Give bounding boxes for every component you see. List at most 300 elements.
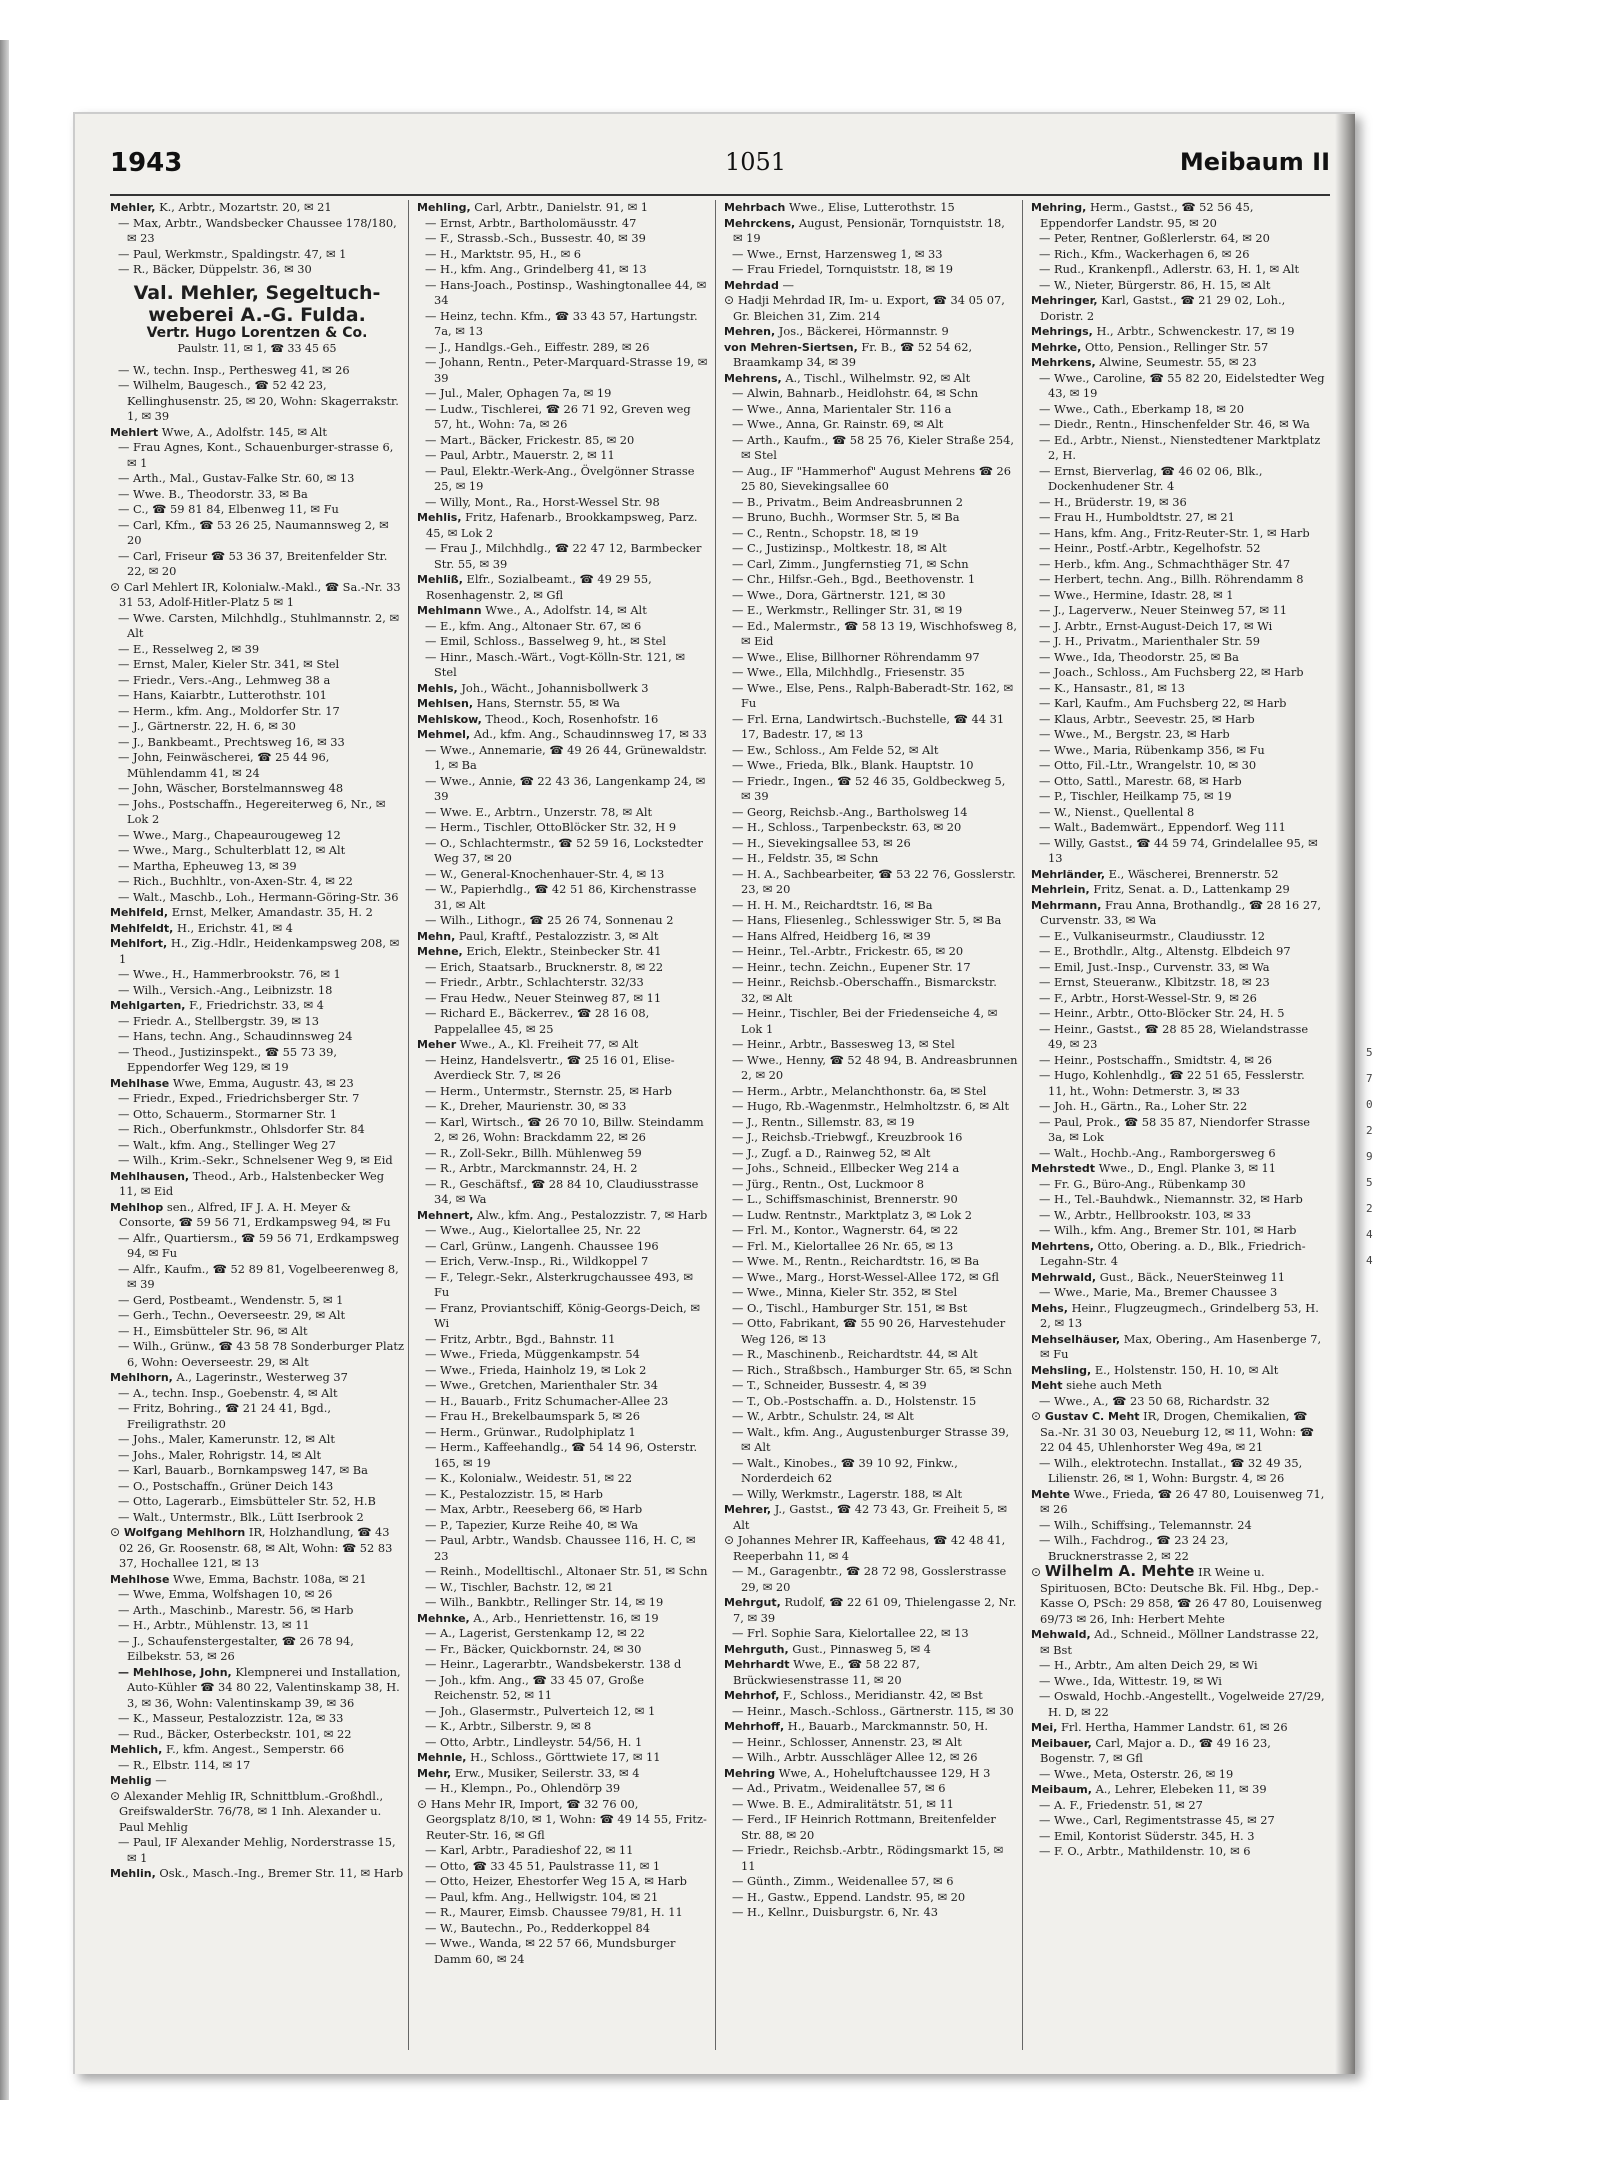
- entry-text: — Otto, Schauerm., Stormarner Str. 1: [118, 1106, 338, 1121]
- entry-text: — Heinr., Lagerarbtr., Wandsbekerstr. 138 d: [425, 1657, 682, 1671]
- entry-text: — Wwe., Annemarie, ☎ 49 26 44, Grünewaldstr. 1, ✉ Ba: [425, 742, 707, 772]
- entry-text: — Wwe., Gretchen, Marienthaler Str. 34: [425, 1378, 659, 1392]
- entry-text: Carl Mehlert IR, Kolonialw.-Makl., ☎ Sa.-Nr. 33 31 53, Adolf-Hitler-Platz 5 ✉ 1: [119, 579, 401, 609]
- entry-text: — Heinr., Reichsb.-Oberschaffn., Bismarckstr. 32, ✉ Alt: [732, 975, 997, 1005]
- entry-text: Wwe, A., Hoheluftchaussee 129, H 3: [778, 1765, 991, 1780]
- directory-entry: [417, 1533, 711, 1564]
- directory-entry: [110, 704, 404, 720]
- entry-text: — Paul, Prok., ☎ 58 35 87, Niendorfer Strasse 3a, ✉ Lok: [1039, 1114, 1311, 1144]
- directory-entry: [417, 960, 711, 976]
- entry-text: — Ernst, Bierverlag, ☎ 46 02 06, Blk., Dockenhudener Str. 4: [1039, 463, 1263, 493]
- entry-text: — Wilh., Bankbtr., Rellinger Str. 14, ✉ 19: [425, 1595, 664, 1609]
- directory-entry: [1031, 402, 1326, 418]
- entry-text: — Otto, Lagerarb., Eimsbütteler Str. 52, H.B: [118, 1494, 376, 1508]
- directory-entry: [724, 975, 1018, 1006]
- directory-entry: [417, 619, 711, 635]
- entry-text: — Karl, Arbtr., Paradieshof 22, ✉ 11: [425, 1843, 634, 1857]
- directory-entry: [1031, 1177, 1326, 1193]
- entry-text: — R., Elbstr. 114, ✉ 17: [118, 1757, 251, 1772]
- entry-text: — Heinr., Arbtr., Otto-Blöcker Str. 24, H. 5: [1039, 1006, 1285, 1020]
- directory-entry: [417, 1394, 711, 1410]
- entry-text: — K., Masseur, Pestalozzistr. 12a, ✉ 33: [118, 1711, 344, 1725]
- entry-text: — Otto, Heizer, Ehestorfer Weg 15 A, ✉ Harb: [425, 1874, 687, 1888]
- directory-entry: [1031, 1456, 1326, 1487]
- entry-text: — Wilh., Krim.-Sekr., Schnelsener Weg 9, ✉ Eid: [118, 1153, 393, 1167]
- entry-text: — F., Arbtr., Horst-Wessel-Str. 9, ✉ 26: [1039, 990, 1257, 1005]
- entry-text: — Hans, Fliesenleg., Schlesswiger Str. 5, ✉ Ba: [732, 913, 1002, 927]
- entry-surname: Mehlin,: [110, 1867, 156, 1880]
- entry-text: H., Zig.-Hdlr., Heidenkampsweg 208, ✉ 1: [119, 936, 400, 966]
- entry-text: — Paul, Werkmstr., Spaldingstr. 47, ✉ 1: [118, 246, 347, 261]
- directory-entry: [417, 1921, 711, 1937]
- entry-text: — H., Arbtr., Mühlenstr. 13, ✉ 11: [118, 1618, 310, 1632]
- entry-text: — Wwe., Marg., Schulterblatt 12, ✉ Alt: [118, 843, 346, 857]
- directory-entry: [417, 1378, 711, 1394]
- directory-entry: [1031, 1363, 1326, 1379]
- entry-text: Jos., Bäckerei, Hörmannstr. 9: [778, 324, 949, 338]
- entry-text: — Herm., Arbtr., Melanchthonstr. 6a, ✉ Stel: [732, 1083, 987, 1098]
- entry-text: siehe auch Meth: [1066, 1378, 1162, 1392]
- entry-text: — Mart., Bäcker, Frickestr. 85, ✉ 20: [425, 432, 635, 447]
- entry-text: — Ludw., Tischlerei, ☎ 26 71 92, Greven weg 57, ht., Wohn: 7a, ✉ 26: [425, 401, 691, 431]
- entry-firm-name: Gustav C. Meht: [1044, 1410, 1140, 1423]
- directory-entry: [417, 1564, 711, 1580]
- directory-entry: [110, 905, 404, 921]
- entry-text: Johannes Mehrer IR, Kaffeehaus, ☎ 42 48 41, Reeperbahn 11, ✉ 4: [733, 1533, 1006, 1563]
- entry-text: — W., Tischler, Bachstr. 12, ✉ 21: [425, 1579, 614, 1594]
- directory-entry: [724, 417, 1018, 433]
- entry-text: — J., Schaufenstergestalter, ☎ 26 78 94, Eilbekstr. 53, ✉ 26: [118, 1633, 354, 1663]
- directory-entry: [1031, 1301, 1326, 1332]
- directory-entry: [110, 1510, 404, 1526]
- directory-entry: [110, 998, 404, 1014]
- directory-entry: [724, 572, 1018, 588]
- entry-text: Hadji Mehrdad IR, Im- u. Export, ☎ 34 05 07, Gr. Bleichen 31, Zim. 214: [733, 293, 1005, 323]
- entry-text: — Ernst, Arbtr., Bartholomäusstr. 47: [425, 215, 637, 230]
- entry-surname: Mehselhäuser,: [1031, 1332, 1121, 1346]
- directory-entry: [1031, 541, 1326, 557]
- directory-entry: [724, 1084, 1018, 1100]
- registered-firm-icon: ⊙: [724, 1533, 738, 1547]
- entry-text: — Herm., Untermstr., Sternstr. 25, ✉ Harb: [425, 1083, 672, 1098]
- entry-text: — Willy, Mont., Ra., Horst-Wessel Str. 98: [425, 494, 660, 509]
- directory-entry: [110, 936, 404, 967]
- entry-text: — Frau Hedw., Neuer Steinweg 87, ✉ 11: [425, 990, 662, 1005]
- entry-surname: Mehlig: [110, 1774, 152, 1787]
- directory-entry: [724, 1177, 1018, 1193]
- directory-entry: [724, 1006, 1018, 1037]
- directory-entry: [1031, 929, 1326, 945]
- entry-surname: Mehlhorn,: [110, 1371, 173, 1384]
- directory-entry: [417, 681, 711, 697]
- directory-entry: [110, 673, 404, 689]
- margin-mark: 0: [1366, 1098, 1373, 1111]
- entry-text: — Carl, Grünw., Langenh. Chaussee 196: [425, 1238, 659, 1253]
- directory-entry: [417, 634, 711, 650]
- entry-text: — H., Kellnr., Duisburgstr. 6, Nr. 43: [732, 1905, 938, 1919]
- directory-entry: [724, 712, 1018, 743]
- entry-text: — Fr. G., Büro-Ang., Rübenkamp 30: [1039, 1176, 1246, 1191]
- entry-surname: Mehwald,: [1031, 1628, 1091, 1641]
- entry-surname: Mehlmann: [417, 604, 482, 617]
- entry-text: — Wwe. Carsten, Milchhdlg., Stuhlmannstr. 2, ✉ Alt: [118, 610, 400, 640]
- entry-text: — Wwe., Henny, ☎ 52 48 94, B. Andreasbrunnen 2, ✉ 20: [732, 1052, 1018, 1082]
- entry-surname: Mei,: [1031, 1721, 1058, 1734]
- entry-surname: Mehler,: [110, 201, 156, 214]
- directory-entry: [417, 309, 711, 340]
- entry-text: Wwe., D., Engl. Planke 3, ✉ 11: [1098, 1161, 1277, 1175]
- entry-text: — H., Bauarb., Fritz Schumacher-Allee 23: [425, 1393, 669, 1408]
- directory-entry: [417, 355, 711, 386]
- directory-entry: [417, 650, 711, 681]
- entry-text: — T., Schneider, Bussestr. 4, ✉ 39: [732, 1378, 927, 1392]
- entry-surname: Mehringer,: [1031, 294, 1098, 307]
- entry-text: — Theod., Justizinspekt., ☎ 55 73 39, Eppendorfer Weg 129, ✉ 19: [118, 1044, 338, 1074]
- entry-text: — Frau H., Brekelbaumspark 5, ✉ 26: [425, 1409, 641, 1423]
- entry-text: Alwine, Seumestr. 55, ✉ 23: [1099, 355, 1257, 369]
- entry-text: — Chr., Hilfsr.-Geh., Bgd., Beethovenstr. 1: [732, 572, 976, 586]
- directory-entry: [1031, 231, 1326, 247]
- directory-entry: [1031, 200, 1326, 231]
- entry-text: — Wilh., Fachdrog., ☎ 23 24 23, Brucknerstrasse 2, ✉ 22: [1039, 1533, 1229, 1563]
- directory-entry: [417, 1797, 711, 1844]
- entry-text: — Johs., Schneid., Ellbecker Weg 214 a: [732, 1161, 960, 1175]
- ad-representative: Vertr. Hugo Lorentzen & Co.: [146, 324, 368, 341]
- entry-text: — Wwe., Ida, Wittestr. 19, ✉ Wi: [1039, 1673, 1222, 1688]
- entry-text: IR, Holzhandlung, ☎ 43 02 26, Gr. Roosenstr. 68, ✉ Alt, Wohn: ☎ 52 83 37, Hochallee 121, ✉ 13: [119, 1525, 393, 1570]
- directory-entry: [724, 1533, 1018, 1564]
- directory-entry: [417, 1890, 711, 1906]
- entry-text: Max, Obering., Am Hasenberge 7, ✉ Fu: [1040, 1331, 1322, 1361]
- entry-text: — Wilh., Lithogr., ☎ 25 26 74, Sonnenau 2: [425, 913, 674, 927]
- entry-text: — Ed., Malermstr., ☎ 58 13 19, Wischhofsweg 8, ✉ Eid: [732, 618, 1018, 648]
- directory-entry: [1031, 1518, 1326, 1534]
- entry-text: — Max, Arbtr., Wandsbecker Chaussee 178/180, ✉ 23: [118, 215, 397, 245]
- directory-entry: [724, 247, 1018, 263]
- entry-text: — C., Justizinsp., Moltkestr. 18, ✉ Alt: [732, 541, 947, 555]
- entry-text: — R., Zoll-Sekr., Billh. Mühlenweg 59: [425, 1145, 642, 1160]
- entry-text: — E., Brothdlr., Altg., Altenstg. Elbdeich 97: [1039, 944, 1291, 958]
- directory-entry: [110, 1339, 404, 1370]
- directory-entry: [417, 510, 711, 541]
- entry-text: — Emil, Kontorist Süderstr. 345, H. 3: [1039, 1828, 1255, 1843]
- entry-surname: Mehlert: [110, 425, 159, 439]
- entry-text: — Karl, Kaufm., Am Fuchsberg 22, ✉ Harb: [1039, 696, 1287, 710]
- directory-entry: [1031, 727, 1326, 743]
- entry-surname: Mehr,: [417, 1766, 452, 1780]
- entry-text: — John, Wäscher, Borstelmannsweg 48: [118, 781, 344, 795]
- entry-text: — Joach., Schloss., Am Fuchsberg 22, ✉ Harb: [1039, 665, 1304, 679]
- entry-text: — Martha, Epheuweg 13, ✉ 39: [118, 858, 297, 873]
- entry-text: — Wwe. B. E., Admiralitätstr. 51, ✉ 11: [732, 1796, 954, 1811]
- entry-text: Frau Anna, Brothandlg., ☎ 28 16 27, Curvenstr. 33, ✉ Wa: [1040, 897, 1321, 927]
- directory-entry: [724, 1192, 1018, 1208]
- entry-text: — K., Pestalozzistr. 15, ✉ Harb: [425, 1486, 603, 1501]
- entry-firm-name: Wolfgang Mehlhorn: [123, 1526, 246, 1539]
- directory-entry: [417, 1440, 711, 1471]
- directory-entry: [1031, 417, 1326, 433]
- entry-text: — W., Arbtr., Hellbrookstr. 103, ✉ 33: [1039, 1207, 1251, 1222]
- header-range: Meibaum II: [1179, 148, 1330, 176]
- entry-text: — Wwe. B., Theodorstr. 33, ✉ Ba: [118, 486, 308, 501]
- directory-entry: [110, 1200, 404, 1231]
- directory-entry: [110, 1324, 404, 1340]
- entry-text: — Wwe., Marg., Horst-Wessel-Allee 172, ✉ Gfl: [732, 1269, 999, 1284]
- entry-text: — K., Arbtr., Silberstr. 9, ✉ 8: [425, 1719, 592, 1733]
- directory-entry: [1031, 1533, 1326, 1564]
- entry-surname: Mehring,: [1031, 201, 1087, 214]
- entry-text: — J., Handlgs.-Geh., Eiffestr. 289, ✉ 26: [425, 339, 650, 354]
- directory-entry: [417, 1425, 711, 1441]
- entry-text: — A., techn. Insp., Goebenstr. 4, ✉ Alt: [118, 1385, 338, 1400]
- entry-text: — T., Ob.-Postschaffn. a. D., Holstenstr. 15: [732, 1393, 977, 1408]
- entry-text: Hans Mehr IR, Import, ☎ 32 76 00, Georgsplatz 8/10, ✉ 1, Wohn: ☎ 49 14 55, Fritz-Reuter-Str. 16, ✉ Gfl: [426, 1796, 707, 1842]
- directory-entry: [110, 750, 404, 781]
- directory-entry: [417, 1781, 711, 1797]
- entry-text: — Frau J., Milchhdlg., ☎ 22 47 12, Barmbecker Str. 55, ✉ 39: [425, 541, 702, 571]
- entry-surname: Mehrens,: [724, 371, 782, 385]
- directory-entry: [110, 921, 404, 937]
- entry-text: Alexander Mehlig IR, Schnittblum.-Großhdl., GreifswalderStr. 76/78, ✉ 1 Inh. Alexander u. Paul Mehlig: [119, 1788, 384, 1834]
- directory-entry: [1031, 836, 1326, 867]
- directory-entry: [110, 580, 404, 611]
- entry-text: — Richard E., Bäckerrev., ☎ 28 16 08, Pappelallee 45, ✉ 25: [425, 1006, 650, 1036]
- entry-surname: Mehrgut,: [724, 1596, 781, 1609]
- directory-entry: [417, 1332, 711, 1348]
- directory-entry: [110, 200, 404, 216]
- directory-entry: [1031, 1627, 1326, 1658]
- directory-entry: [417, 929, 711, 945]
- directory-entry: [1031, 960, 1326, 976]
- entry-firm-name-large: Wilhelm A. Mehte: [1044, 1562, 1195, 1580]
- directory-entry: [724, 1781, 1018, 1797]
- directory-entry: [110, 1758, 404, 1774]
- entry-text: — Joh., Glasermstr., Pulverteich 12, ✉ 1: [425, 1703, 656, 1718]
- entry-text: — J., Bankbeamt., Prechtsweg 16, ✉ 33: [118, 734, 345, 749]
- entry-text: — Wilhelm, Baugesch., ☎ 52 42 23, Kellinghusenstr. 25, ✉ 20, Wohn: Skagerrakstr. 1, ✉ 39: [118, 378, 399, 423]
- directory-entry: [724, 1812, 1018, 1843]
- entry-text: — Wwe., Ernst, Harzensweg 1, ✉ 33: [732, 246, 943, 261]
- entry-text: — Hinr., Masch.-Wärt., Vogt-Kölln-Str. 121, ✉ Stel: [425, 649, 685, 679]
- directory-entry: [417, 402, 711, 433]
- entry-text: — Otto, Fil.-Ltr., Wrangelstr. 10, ✉ 30: [1039, 758, 1257, 772]
- entry-text: — Paul, IF Alexander Mehlig, Norderstrasse 15, ✉ 1: [118, 1835, 396, 1865]
- entry-text: — Johs., Maler, Kamerunstr. 12, ✉ Alt: [118, 1432, 335, 1446]
- entry-text: Fr. B., ☎ 52 54 62, Braamkamp 34, ✉ 39: [733, 339, 973, 369]
- entry-text: — Wwe., Annie, ☎ 22 43 36, Langenkamp 24, ✉ 39: [425, 773, 706, 803]
- directory-entry: [724, 1750, 1018, 1766]
- entry-text: — Fr., Bäcker, Quickbornstr. 24, ✉ 30: [425, 1641, 642, 1656]
- directory-entry: [110, 549, 404, 580]
- directory-entry: [724, 1394, 1018, 1410]
- directory-entry: [1031, 324, 1326, 340]
- directory-entry: [110, 843, 404, 859]
- entry-text: — Herb., kfm. Ang., Schmachthäger Str. 47: [1039, 556, 1291, 571]
- directory-entry: [724, 758, 1018, 774]
- directory-entry: [724, 1161, 1018, 1177]
- directory-entry: [417, 1006, 711, 1037]
- entry-text: Erich, Elektr., Steinbecker Str. 41: [466, 944, 662, 958]
- directory-entry: [417, 541, 711, 572]
- entry-text: — K., Hansastr., 81, ✉ 13: [1039, 680, 1185, 695]
- entry-text: — H., kfm. Ang., Grindelberg 41, ✉ 13: [425, 262, 647, 276]
- entry-text: Carl, Arbtr., Danielstr. 91, ✉ 1: [474, 200, 649, 214]
- entry-text: — Günth., Zimm., Weidenallee 57, ✉ 6: [732, 1874, 954, 1888]
- entry-text: — Walt., Kinobes., ☎ 39 10 92, Finkw., Norderdeich 62: [732, 1455, 958, 1485]
- entry-text: — R., Bäcker, Düppelstr. 36, ✉ 30: [118, 262, 312, 276]
- directory-entry: [110, 1153, 404, 1169]
- directory-entry: [417, 433, 711, 449]
- entry-surname: Mehrhardt: [724, 1658, 790, 1671]
- entry-text: — Wilh., kfm. Ang., Bremer Str. 101, ✉ Harb: [1039, 1223, 1297, 1237]
- directory-entry: [110, 216, 404, 247]
- directory-entry: [110, 735, 404, 751]
- entry-text: Wwe., Elise, Lutterothstr. 15: [788, 200, 955, 214]
- entry-text: Theod., Koch, Rosenhofstr. 16: [485, 711, 659, 726]
- directory-entry: [417, 991, 711, 1007]
- directory-entry: [110, 1789, 404, 1836]
- directory-entry: [724, 1285, 1018, 1301]
- directory-entry: [110, 1835, 404, 1866]
- directory-entry: [724, 650, 1018, 666]
- directory-entry: [724, 216, 1018, 247]
- entry-text: Gust., Bäck., NeuerSteinweg 11: [1099, 1269, 1285, 1284]
- directory-entry: [1031, 1782, 1326, 1798]
- entry-text: — Johs., Postschaffn., Hegereiterweg 6, Nr., ✉ Lok 2: [118, 796, 386, 826]
- directory-entry: [724, 1223, 1018, 1239]
- directory-entry: [1031, 1394, 1326, 1410]
- page-header: [110, 148, 1330, 188]
- margin-mark: 5: [1366, 1046, 1373, 1059]
- directory-entry: [1031, 1844, 1326, 1860]
- entry-text: — Wwe. E., Arbtrn., Unzerstr. 78, ✉ Alt: [425, 804, 653, 819]
- directory-entry: [1031, 510, 1326, 526]
- directory-entry: [1031, 340, 1326, 356]
- entry-text: — Arth., Maschinb., Marestr. 56, ✉ Harb: [118, 1602, 354, 1617]
- entry-text: Osk., Masch.-Ing., Bremer Str. 11, ✉ Harb: [159, 1866, 404, 1880]
- directory-entry: [1031, 743, 1326, 759]
- entry-text: — Wwe. M., Rentn., Reichardtstr. 16, ✉ Ba: [732, 1254, 980, 1268]
- entry-surname: Mehrländer,: [1031, 867, 1106, 881]
- entry-text: — Georg, Reichsb.-Ang., Bartholsweg 14: [732, 804, 968, 819]
- entry-text: Frl. Hertha, Hammer Landstr. 61, ✉ 26: [1060, 1720, 1288, 1734]
- directory-entry: [724, 1642, 1018, 1658]
- directory-entry: [110, 1463, 404, 1479]
- entry-text: — Frl. M., Kielortallee 26 Nr. 65, ✉ 13: [732, 1238, 954, 1253]
- directory-entry: [417, 1037, 711, 1053]
- directory-entry: [110, 1386, 404, 1402]
- entry-text: — Hans-Joach., Postinsp., Washingtonallee 44, ✉ 34: [425, 277, 707, 307]
- entry-text: — F., Telegr.-Sekr., Alsterkrugchaussee 493, ✉ Fu: [425, 1269, 693, 1299]
- entry-text: — Friedr., Vers.-Ang., Lehmweg 38 a: [118, 672, 331, 687]
- entry-text: — Gerd, Postbeamt., Wendenstr. 5, ✉ 1: [118, 1292, 344, 1307]
- entry-text: — Emil, Schloss., Basselweg 9, ht., ✉ Stel: [425, 634, 667, 648]
- entry-surname: Mehring: [724, 1766, 776, 1780]
- entry-text: — Wwe., Marg., Chapeaurougeweg 12: [118, 827, 341, 842]
- entry-text: — H., Marktstr. 95, H., ✉ 6: [425, 246, 581, 261]
- margin-mark: 2: [1366, 1124, 1373, 1137]
- entry-text: — J., Gärtnerstr. 22, H. 6, ✉ 30: [118, 719, 296, 733]
- directory-entry: [417, 1657, 711, 1673]
- entry-text: — Ed., Arbtr., Nienst., Nienstedtener Marktplatz 2, H.: [1039, 432, 1321, 462]
- registered-firm-icon: ⊙: [1031, 1565, 1045, 1579]
- directory-entry: [417, 231, 711, 247]
- entry-surname: Mehrer,: [724, 1503, 772, 1516]
- entry-text: — Wwe., Aug., Kielortallee 25, Nr. 22: [425, 1223, 642, 1237]
- directory-entry: [110, 657, 404, 673]
- entry-text: — Klaus, Arbtr., Seevestr. 25, ✉ Harb: [1039, 711, 1255, 726]
- entry-text: — Rich., Straßbsch., Hamburger Str. 65, ✉ Schn: [732, 1362, 1013, 1377]
- entry-surname: Mehmel,: [417, 728, 471, 741]
- entry-text: — Reinh., Modelltischl., Altonaer Str. 51, ✉ Schn: [425, 1564, 708, 1578]
- entry-text: — Frau Agnes, Kont., Schauenburger-strasse 6, ✉ 1: [118, 440, 394, 470]
- entry-text: — Ludw. Rentnstr., Marktplatz 3, ✉ Lok 2: [732, 1207, 973, 1222]
- directory-entry: [417, 1363, 711, 1379]
- entry-text: — Herm., Grünwar., Rudolphiplatz 1: [425, 1424, 636, 1439]
- entry-text: — Heinr., Masch.-Schloss., Gärtnerstr. 115, ✉ 30: [732, 1703, 1014, 1718]
- entry-text: — Wwe, Emma, Wolfshagen 10, ✉ 26: [118, 1587, 333, 1601]
- entry-text: — Walt., Untermstr., Blk., Lütt Iserbrook 2: [118, 1509, 364, 1524]
- directory-entry: [110, 1107, 404, 1123]
- entry-surname: Mehs,: [1031, 1301, 1068, 1315]
- directory-entry: [417, 603, 711, 619]
- entry-text: — Heinr., Gastst., ☎ 28 85 28, Wielandstrasse 49, ✉ 23: [1039, 1021, 1309, 1051]
- directory-entry: [417, 386, 711, 402]
- directory-entry: [724, 1363, 1018, 1379]
- entry-text: Theod., Arb., Halstenbecker Weg 11, ✉ Eid: [119, 1168, 385, 1198]
- directory-entry: [417, 1595, 711, 1611]
- entry-surname: Mehlskow,: [417, 712, 482, 726]
- entry-text: — R., Geschäftsf., ☎ 28 84 10, Claudiusstrasse 34, ✉ Wa: [425, 1176, 699, 1206]
- directory-entry: [724, 1099, 1018, 1115]
- directory-entry: [1031, 1270, 1326, 1286]
- entry-text: Otto, Obering. a. D., Blk., Friedrich-Legahn-Str. 4: [1040, 1238, 1306, 1268]
- directory-entry: [1031, 634, 1326, 650]
- directory-entry: [1031, 758, 1326, 774]
- entry-text: Joh., Wächt., Johannisbollwerk 3: [461, 680, 649, 695]
- entry-text: — Heinr., Schlosser, Annenstr. 23, ✉ Alt: [732, 1734, 962, 1749]
- entry-text: — Johann, Rentn., Peter-Marquard-Strasse 19, ✉ 39: [425, 355, 708, 385]
- ad-address: Paulstr. 11, ✉ 1, ☎ 33 45 65: [177, 342, 337, 355]
- entry-text: — Walt., Bademwärt., Eppendorf. Weg 111: [1039, 820, 1286, 834]
- book-spine-shadow: [0, 40, 9, 2100]
- directory-entry: [1031, 464, 1326, 495]
- directory-entry: [1031, 1208, 1326, 1224]
- entry-text: Otto, Pension., Rellinger Str. 57: [1084, 339, 1269, 354]
- margin-mark: 4: [1366, 1228, 1373, 1241]
- entry-surname: Meibaum,: [1031, 1783, 1092, 1796]
- entry-surname: Mehlis,: [417, 511, 462, 524]
- directory-entry: [1031, 526, 1326, 542]
- directory-entry: [724, 913, 1018, 929]
- directory-entry: [417, 1146, 711, 1162]
- entry-text: A., Arb., Henriettenstr. 16, ✉ 19: [473, 1610, 659, 1625]
- entry-text: — Paul, Arbtr., Wandsb. Chaussee 116, H. C, ✉ 23: [425, 1533, 696, 1563]
- entry-text: — Wwe., Ella, Milchhdlg., Friesenstr. 35: [732, 665, 965, 679]
- entry-text: — J., Rentn., Sillemstr. 83, ✉ 19: [732, 1114, 915, 1129]
- entry-text: — Wwe., Anna, Gr. Rainstr. 69, ✉ Alt: [732, 417, 944, 431]
- entry-text: — Wwe., M., Bergstr. 23, ✉ Harb: [1039, 727, 1230, 741]
- directory-entry: [417, 944, 711, 960]
- entry-text: — Wwe., Dora, Gärtnerstr. 121, ✉ 30: [732, 587, 946, 602]
- entry-text: Gust., Pinnasweg 5, ✉ 4: [792, 1641, 931, 1656]
- entry-text: E., Wäscherei, Brennerstr. 52: [1108, 866, 1279, 881]
- directory-entry: [417, 1301, 711, 1332]
- entry-text: — Hugo, Kohlenhdlg., ☎ 22 51 65, Fesslerstr. 11, ht., Wohn: Detmerstr. 3, ✉ 33: [1039, 1068, 1305, 1098]
- directory-entry: [110, 1525, 404, 1572]
- directory-entry: [724, 1905, 1018, 1921]
- entry-text: — H., Brüderstr. 19, ✉ 36: [1039, 494, 1187, 509]
